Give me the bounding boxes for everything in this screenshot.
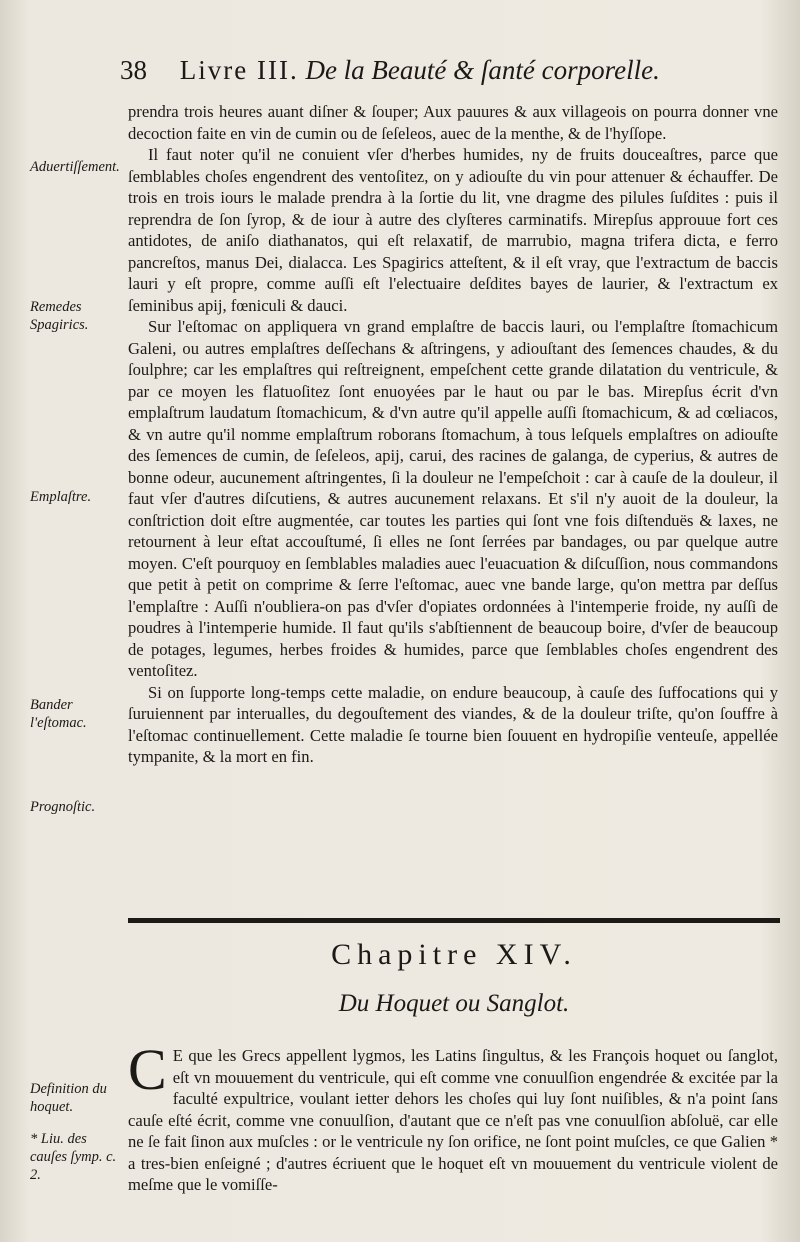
section-rule	[128, 918, 780, 923]
paragraph: Si on ſupporte long-temps cette maladie, on endure beaucoup, à cauſe des ſuffocations qui y ſuruiennent par interualles, du degouſtement des viandes, & de la douleur triſte, qu'on ſouffre à l'eſtomac continuellement. Cette maladie ſe tourne bien ſouuent en hydropiſie venteuſe, appellée tympanite, & la mort en fin.	[128, 682, 778, 766]
running-title: De la Beauté & ſanté corporelle.	[305, 55, 660, 85]
chapter-subtitle: Du Hoquet ou Sanglot.	[338, 990, 570, 1017]
paragraph: Il faut noter qu'il ne conuient vſer d'herbes humides, ny de fruits douceaſtres, parce que ſemblables choſes engendrent des ventoſitez, on y adiouſte du vin pour attenuer & échauffer. De trois en trois iours le malade prendra à la ſortie du lit, vne dragme des pilules ſuſdites : puis il reprendra de ſon ſyrop, & de iour à autre des clyſteres carminatifs. Mirepſus approuue fort ces antidotes, de aniſo diathanatos, qui eſt relaxatif, de marrubio, magna trifera dicta, e ferro pancreſtos, manus Dei, dialacca. Les Spagirics atteſtent, & il eſt vray, que l'extractum de baccis lauri y eſt propre, comme auſſi eſt l'electuaire deſdites bayes de laurier, & l'extractum ex ſeminibus apij, fœniculi & dauci.	[128, 145, 778, 315]
drop-cap: C	[128, 1037, 167, 1102]
chapter-text	[128, 1037, 778, 1196]
paragraph: prendra trois heures auant diſner & ſouper; Aux pauures & aux villageois on pourra donner vne decoction faite en vin de cumin ou de ſeſeleos, auec de la menthe, & de l'hyſſope.	[128, 102, 778, 143]
margin-note: Aduertiſſement.	[30, 159, 120, 175]
page-number: 38	[120, 55, 147, 85]
chapter-heading: Chapitre XIV.	[331, 938, 577, 971]
main-text	[128, 101, 778, 768]
margin-note: Remedes Spagirics.	[30, 299, 89, 333]
book-number: Livre III.	[179, 55, 299, 85]
running-header	[120, 55, 780, 86]
margin-note: Bander l'eſtomac.	[30, 697, 87, 731]
chapter-paragraph	[128, 1037, 778, 1196]
chapter-body: E que les Grecs appellent lygmos, les Latins ſingultus, & les François hoquet ou ſanglot, eſt vn mouuement du ventricule, qui eſt comme vne conuulſion engendrée & excitée par la faculté expultrice, voulant ietter dehors les choſes qui luy ſont nuiſibles, & n'a point ſans cauſe eſté écrit, comme vne conuulſion, d'autant que ce n'eſt pas vne conuulſion abſoluë, car elle ne ſe fait ſinon aux muſcles : or le ventricule ny ſon orifice, ne ſont point muſcles, ce que Galien * a tres-bien enſeigné ; d'autres écriuent que le hoquet eſt vn mouuement du ventricule violent de meſme que le vomiſſe-	[128, 1046, 778, 1194]
margin-note: Prognoſtic.	[30, 799, 96, 815]
paragraph: Sur l'eſtomac on appliquera vn grand emplaſtre de baccis lauri, ou l'emplaſtre ſtomachicum Galeni, ou autres emplaſtres deſſechans & aſtringens, y adiouſtant des ſemences chaudes, & du ſoulphre; car les emplaſtres qui reſtreignent, empeſchent cette grande dilatation du ventricule, & par ce moyen les flatuoſitez ſont enuoyées par le haut ou par le bas. Mirepſus écrit d'vn emplaſtrum laudatum ſtomachicum, & d'vn autre qu'il appelle auſſi ſtomachicum, & ad cœliacos, & vn autre qu'il nomme emplaſtrum roborans ſtomachum, à tous leſquels emplaſtres on adiouſte des ſemences de cumin, de ſeſeleos, apij, carui, des racines de galanga, de cyperius, & autres de bonne odeur, aucunement aſtringentes, ſi la douleur ne l'empeſchoit : car à cauſe de la douleur, il faut vſer d'autres diſcutiens, & autres aucunement relaxans. Et s'il n'y auoit de la douleur, la conſtriction doit eſtre augmentée, car toutes les parties qui ſont vne fois diſtenduës & laxes, ne retournent à leur eſtat accouſtumé, ſi elles ne ſont ſerrées par bandages, ou par quelque autre moyen. C'eſt pourquoy en ſemblables maladies auec l'euacuation & diſcuſſion, nous commandons que petit à petit on comprime & ſerre l'eſtomac, auec vne bande large, qu'on mettra par deſſus l'emplaſtre : Auſſi n'oubliera-on pas d'vſer d'opiates ordonnées à l'intemperie froide, ny auſſi de poudres à l'intemperie humide. Il faut qu'ils s'abſtiennent de beaucoup boire, d'vſer de beaucoup de potages, legumes, herbes froides & humides, parce que ſemblables choſes engendrent des ventoſitez.	[128, 317, 778, 680]
margin-note: Definition du hoquet.	[30, 1081, 107, 1115]
margin-note: Emplaſtre.	[30, 489, 92, 505]
margin-note: * Liu. des cauſes ſymp. c. 2.	[30, 1131, 117, 1183]
